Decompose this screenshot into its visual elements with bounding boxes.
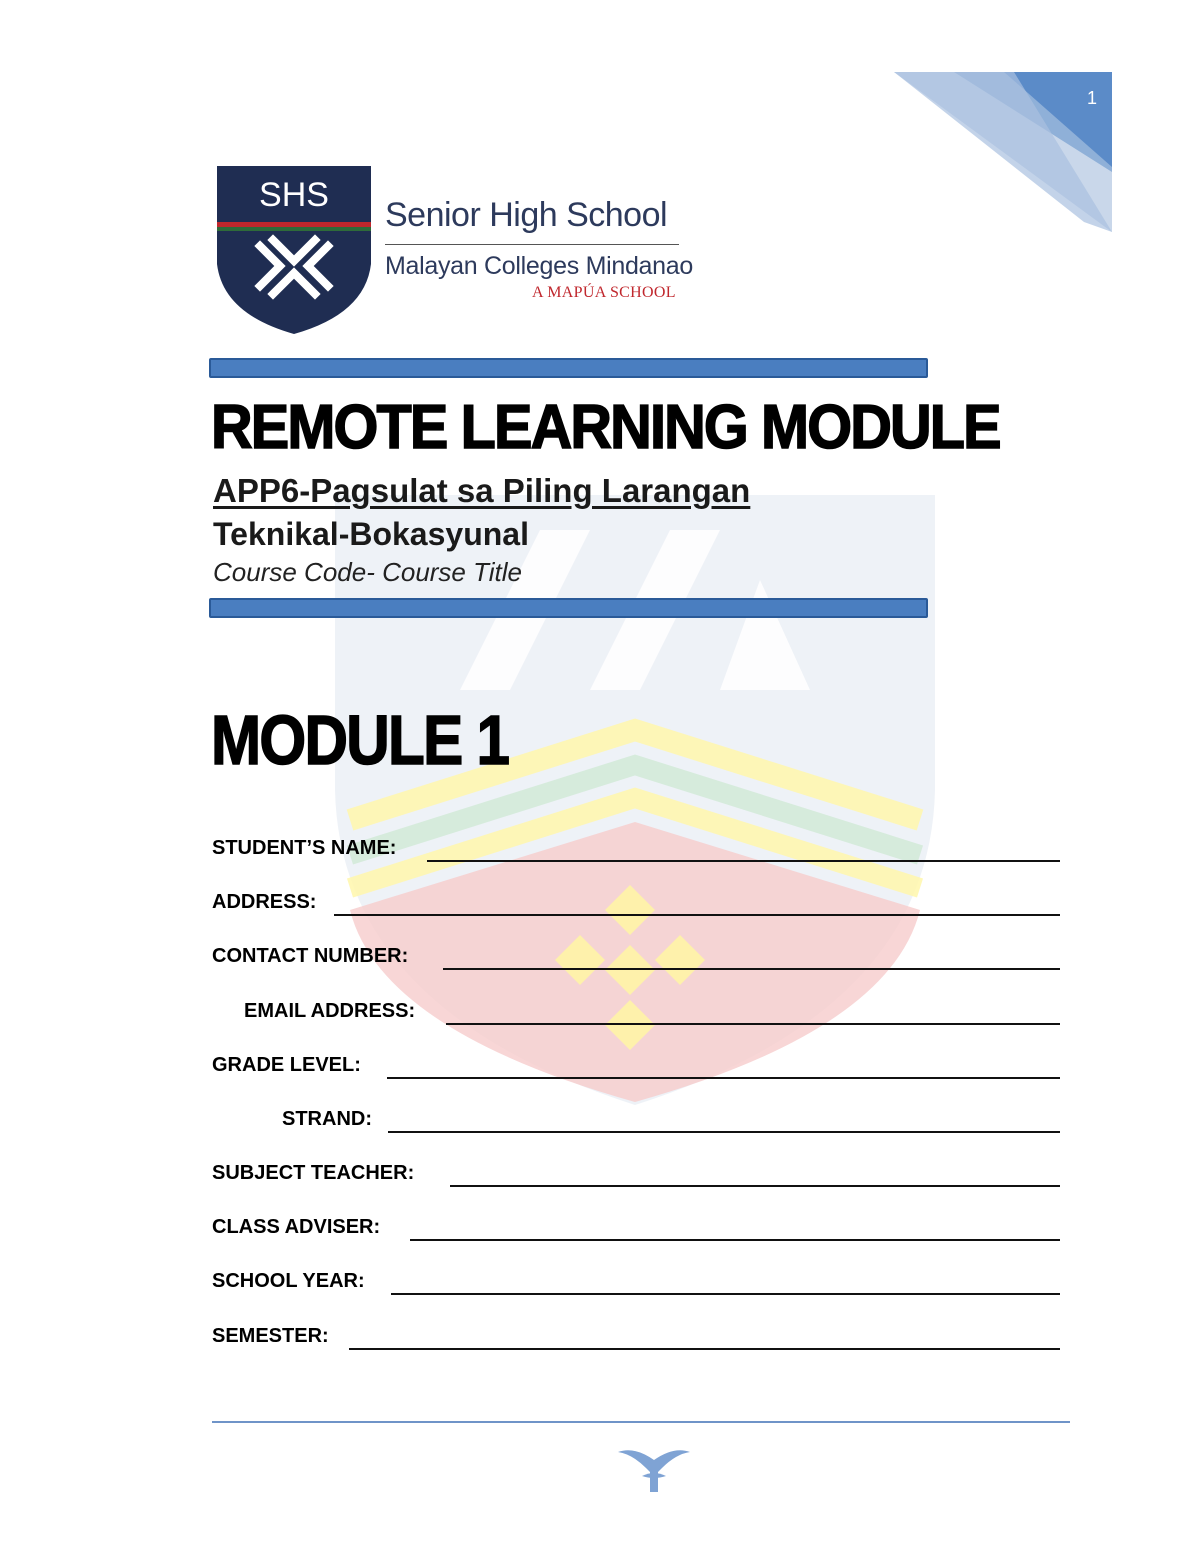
field-label: SCHOOL YEAR:	[212, 1270, 365, 1292]
brand-subtitle: Malayan Colleges Mindanao	[385, 252, 693, 280]
field-line[interactable]	[443, 968, 1060, 970]
page-number: 1	[1086, 88, 1097, 108]
field-label: CLASS ADVISER:	[212, 1216, 381, 1238]
strand-field[interactable]	[282, 1103, 1060, 1133]
document-title: REMOTE LEARNING MODULE	[211, 393, 1000, 462]
brand-tagline: A MAPÚA SCHOOL	[532, 284, 676, 301]
field-label: ADDRESS:	[212, 891, 317, 913]
field-line[interactable]	[391, 1293, 1060, 1295]
track-name: Teknikal-Bokasyunal	[213, 516, 529, 552]
field-label: GRADE LEVEL:	[212, 1054, 361, 1076]
field-line[interactable]	[334, 914, 1060, 916]
field-line[interactable]	[450, 1185, 1060, 1187]
svg-text:SHS: SHS	[259, 176, 329, 214]
footer-divider	[212, 1421, 1070, 1423]
footer-emblem-icon	[614, 1442, 694, 1496]
field-label: STRAND:	[282, 1108, 372, 1130]
contact-number-field[interactable]	[212, 940, 1060, 970]
field-label: EMAIL ADDRESS:	[244, 1000, 416, 1022]
school-year-field[interactable]	[212, 1265, 1060, 1295]
subject-teacher-field[interactable]	[212, 1157, 1060, 1187]
title-bar-top	[209, 358, 928, 378]
field-label: STUDENT’S NAME:	[212, 837, 397, 859]
brand-title: Senior High School	[385, 196, 668, 234]
course-name: APP6-Pagsulat sa Piling Larangan	[213, 472, 751, 509]
class-adviser-field[interactable]	[212, 1211, 1060, 1241]
field-line[interactable]	[410, 1239, 1060, 1241]
course-caption: Course Code- Course Title	[213, 557, 523, 587]
address-field[interactable]	[212, 886, 1060, 916]
grade-level-field[interactable]	[212, 1049, 1060, 1079]
title-bar-bottom	[209, 598, 928, 618]
student-name-field[interactable]	[212, 832, 1060, 862]
module-number: MODULE 1	[211, 701, 509, 779]
field-line[interactable]	[446, 1023, 1060, 1025]
field-label: CONTACT NUMBER:	[212, 945, 409, 967]
email-address-field[interactable]	[244, 995, 1060, 1025]
semester-field[interactable]	[212, 1320, 1060, 1350]
field-line[interactable]	[427, 860, 1060, 862]
field-line[interactable]	[387, 1077, 1060, 1079]
school-shield-logo	[215, 164, 373, 336]
field-label: SEMESTER:	[212, 1325, 329, 1347]
brand-divider	[385, 244, 679, 245]
field-line[interactable]	[388, 1131, 1060, 1133]
field-label: SUBJECT TEACHER:	[212, 1162, 415, 1184]
field-line[interactable]	[349, 1348, 1060, 1350]
